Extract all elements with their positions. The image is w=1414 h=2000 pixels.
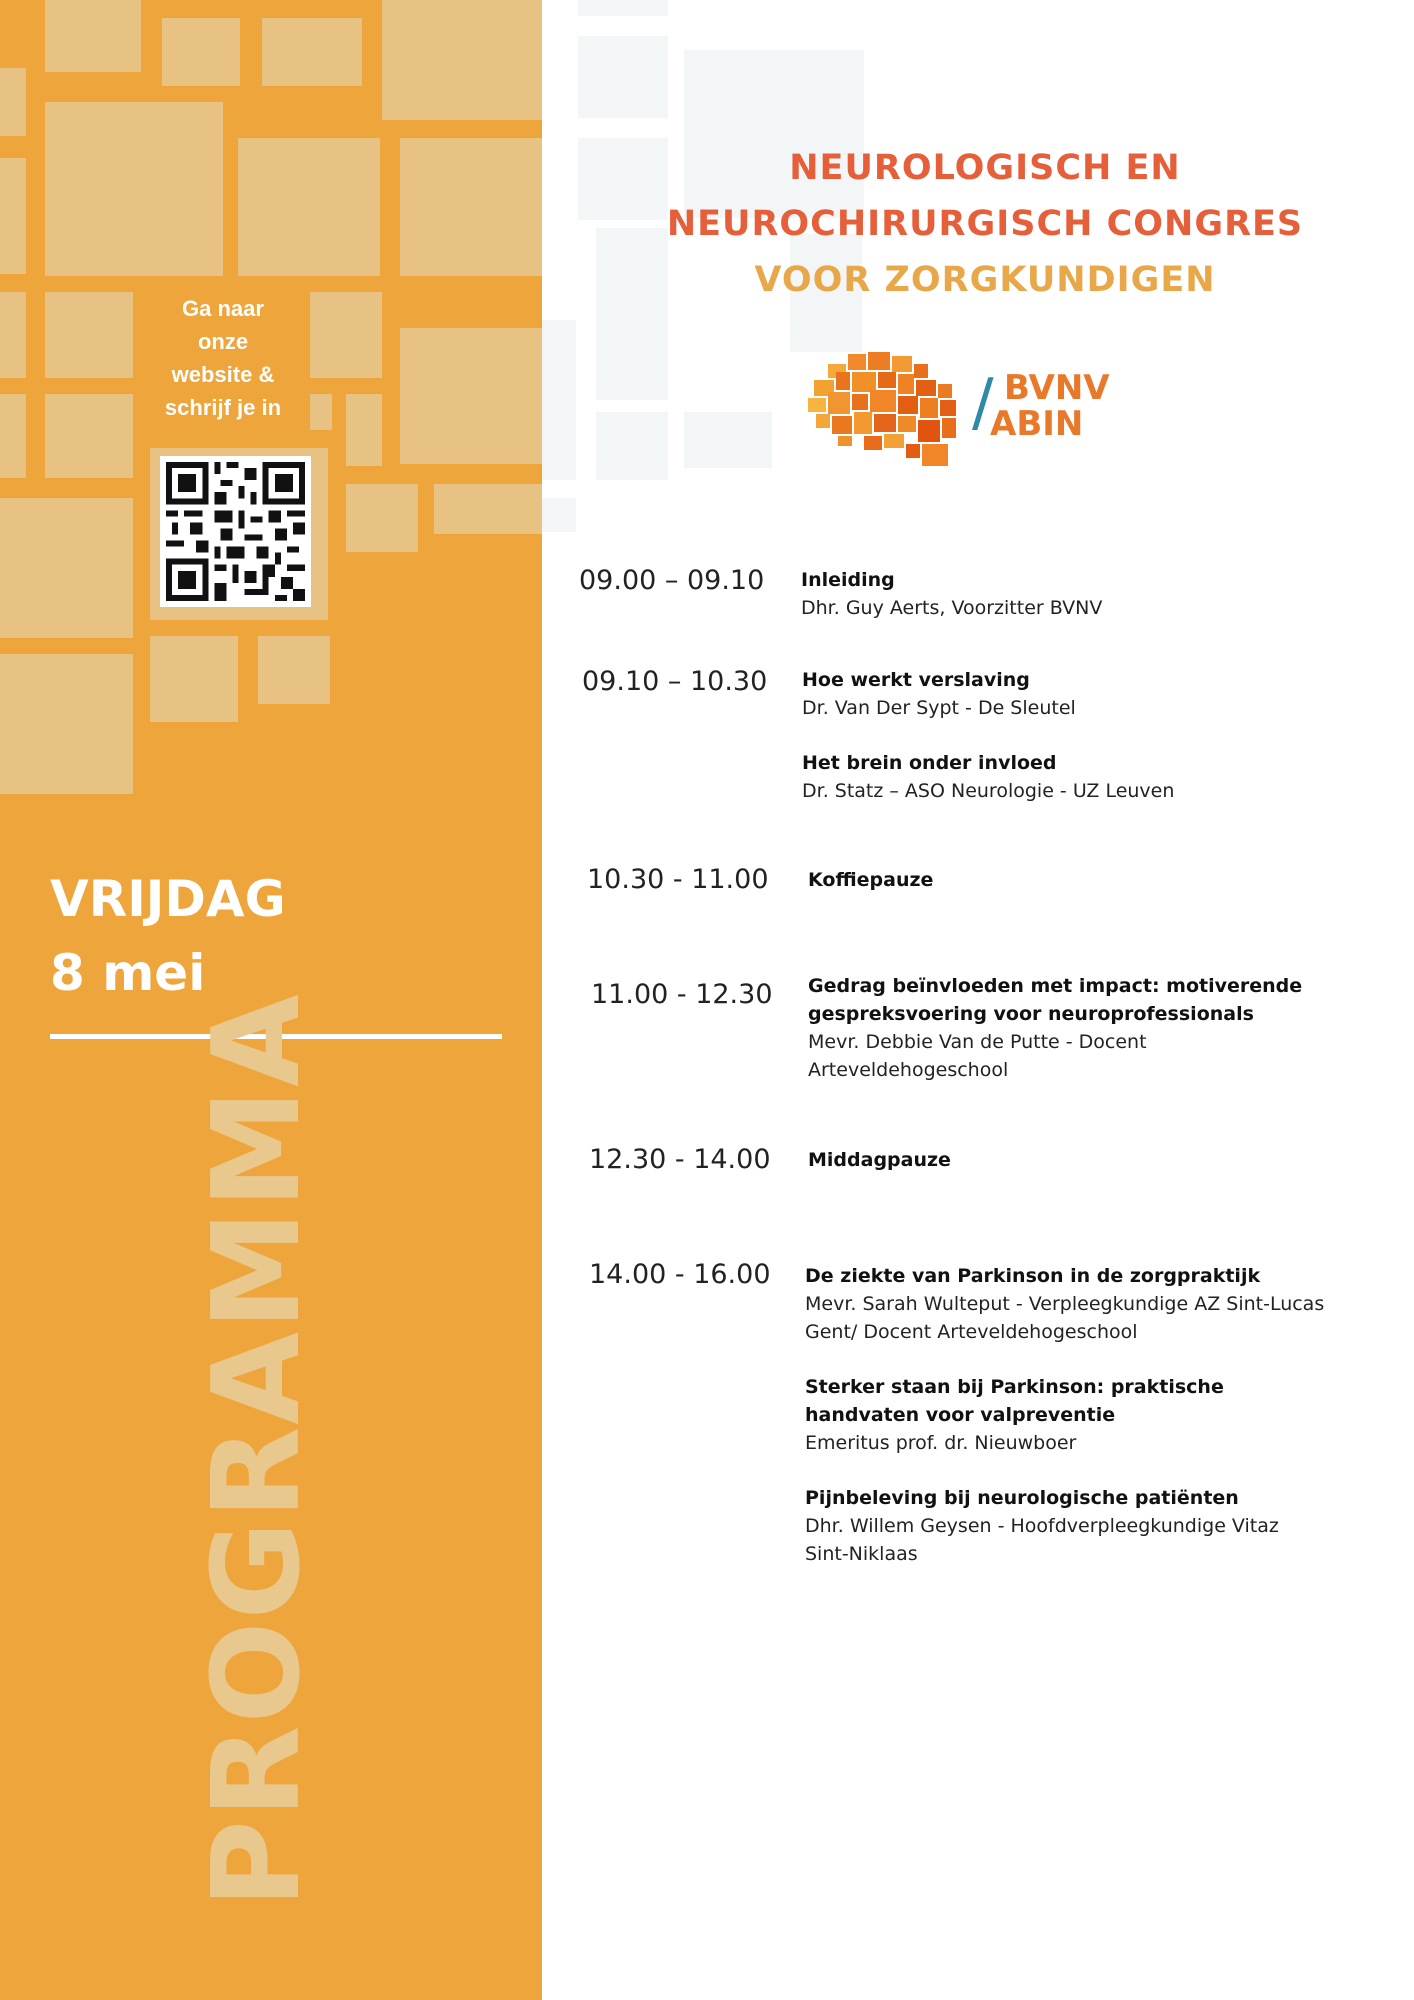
session-speaker: Dhr. Willem Geysen - Hoofdverpleegkundige Vitaz Sint-Niklaas [805,1515,1279,1565]
session-title: Hoe werkt verslaving [802,669,1030,691]
day-heading [50,862,286,1010]
logo-slash: / [972,366,994,440]
session-title: Het brein onder invloed [802,752,1057,774]
logo-wordmark [990,368,1110,444]
session-speaker: Dr. Van Der Sypt - De Sleutel [802,697,1076,719]
logo-line: ABIN [990,404,1084,444]
day-date: 8 mei [50,944,206,1002]
time-slot: 14.00 - 16.00 [589,1259,771,1290]
time-slot: 10.30 - 11.00 [587,864,769,895]
time-slot: 11.00 - 12.30 [591,979,773,1010]
session-speaker: Emeritus prof. dr. Nieuwboer [805,1432,1077,1454]
website-signup-callout [148,292,298,424]
title-subline: VOOR ZORGKUNDIGEN [754,260,1216,300]
title-line: NEUROCHIRURGISCH CONGRES [666,204,1304,244]
session-title: De ziekte van Parkinson in de zorgpraktijk [805,1265,1261,1287]
session-title: Koffiepauze [808,869,934,891]
cta-line: website & [171,362,275,387]
session-title: Gedrag beïnvloeden met impact: motiverende gespreksvoering voor neuroprofessionals [808,975,1303,1025]
left-panel [0,0,542,2000]
cta-line: schrijf je in [164,395,282,420]
session [808,866,1328,894]
session-title: Pijnbeleving bij neurologische patiënten [805,1487,1239,1509]
time-slot: 09.00 – 09.10 [579,565,765,596]
session [808,972,1328,1084]
title-line: NEUROLOGISCH EN [789,148,1181,188]
session-speaker: Dr. Statz – ASO Neurologie - UZ Leuven [802,780,1175,802]
day-name: VRIJDAG [50,870,286,928]
programma-vertical-title: PROGRAMMA [188,992,327,1908]
session [805,1373,1325,1457]
congress-title [600,140,1370,308]
session-title: Middagpauze [808,1149,951,1171]
session-title: Inleiding [801,569,895,591]
time-slot: 09.10 – 10.30 [582,666,768,697]
brain-mosaic-icon [808,350,968,470]
session-speaker: Dhr. Guy Aerts, Voorzitter BVNV [801,597,1103,619]
qr-code-icon[interactable] [160,456,311,607]
session-speaker: Mevr. Sarah Wulteput - Verpleegkundige AZ Sint-Lucas Gent/ Docent Arteveldehogeschool [805,1293,1325,1343]
session [801,566,1321,622]
logo-line: BVNV [1004,368,1110,408]
session-speaker: Mevr. Debbie Van de Putte - Docent Arteveldehogeschool [808,1031,1147,1081]
session [805,1484,1325,1568]
session [808,1146,1328,1174]
session [805,1262,1325,1346]
time-slot: 12.30 - 14.00 [589,1144,771,1175]
cta-line: Ga naar [182,296,264,321]
session-title: Sterker staan bij Parkinson: praktische handvaten voor valpreventie [805,1376,1224,1426]
cta-line: onze [197,329,249,354]
session [802,749,1322,805]
session [802,666,1322,722]
